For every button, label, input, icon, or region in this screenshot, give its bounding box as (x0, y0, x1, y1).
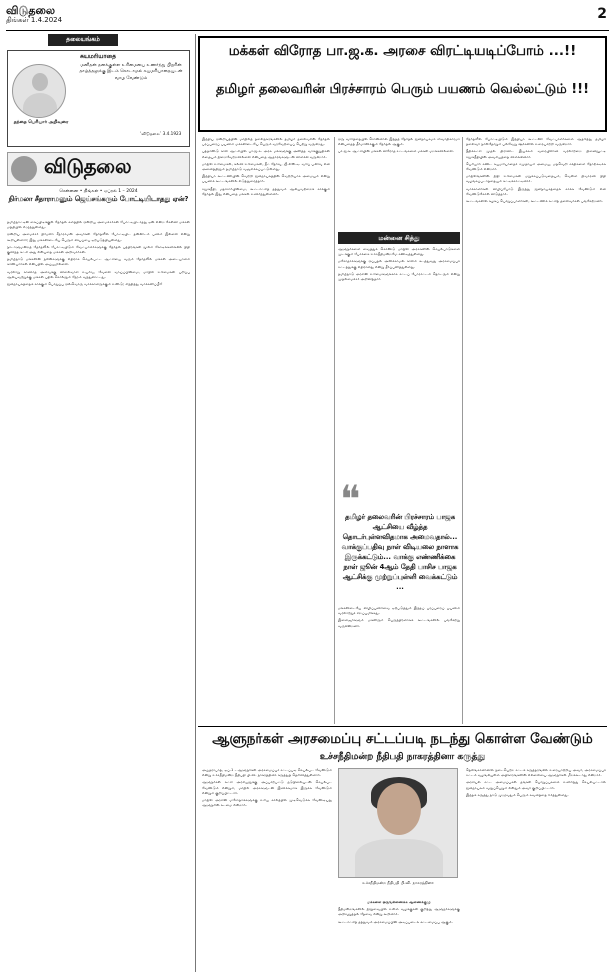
quote-title: சுயமரியாதை (80, 53, 117, 60)
editorial-headline: நிர்மலா சீதாராமனும் ஜெய்சங்கரும் போட்டியிடாதது ஏன்? (8, 195, 189, 203)
story-paragraph: ஆளுநர்களை வைத்துக் கொண்டு மாநில அரசுகளின் செயல்பாடுகளை முடக்கும் போக்கை உச்சநீதிமன்றமே கண்டித்துள்ளது. (338, 247, 460, 257)
editorial-paragraph: தமிழ்நாட்டின் கைப்பிடிக்குள் தேர்தல் களத்தில் ஒன்றிய அமைச்சர்கள் போட்டியிடாதது ஏன் என்ற கேள்வி மக்கள் மத்தியில் எழுந்துள்ளது. (7, 220, 190, 230)
masthead-rule (6, 30, 609, 31)
story-paragraph: ஒரு வார்த்தையில் சொன்னால் இந்தத் தேர்தல் ஜனநாயகமா சர்வாதிகாரமா என்பதைத் தீர்மானிக்கும் தேர்தல் ஆகும். (338, 137, 460, 147)
masthead-date: திங்கள் 1.4.2024 (6, 16, 63, 24)
quote-source: ‘விடுதலை’ 3.4.1923 (140, 131, 182, 136)
main-story-column-c (466, 137, 606, 724)
logo-subline: சென்னை • திங்கள் • ஏப்ரல் 1 – 2024 (59, 189, 138, 194)
column-divider (334, 137, 335, 724)
masthead-brand: விடுதலை (6, 4, 56, 17)
bottom-story-subheadline: உச்சநீதிமன்ற நீதிபதி நாகரத்தினா கருத்து (319, 752, 486, 762)
photo-body (355, 839, 443, 878)
story-paragraph: ஆளுநர்கள் கட்சி அரசியலுக்கு அப்பாற்பட்டு நடுநிலையுடன் செயல்பட வேண்டும் என்றும், மாநில அரசுகளுடன் இணக்கமாக இருக்க வேண்டும் என்றும் குறிப்பிட்டார். (202, 780, 332, 795)
story-paragraph: பத்தாண்டு கால ஆட்சியில் பா.ஜ.க. அரசு மக்களுக்கு அளித்த வாக்குறுதிகள் எதையும் நிறைவேற்றவில்லை என்பதை ஆதாரங்களுடன் விளக்கி வருகிறார். (202, 149, 330, 159)
story-paragraph: இந்தக் கருத்து நாடு முழுவதும் பெரும் கவனத்தை ஈர்த்துள்ளது. (466, 792, 569, 797)
story-paragraph: தேர்தலில் போட்டியிடும் இந்தியா கூட்டணி வேட்பாளர்களை ஆதரித்து தமிழர் தலைவர் நாள்தோறும் பல்வேறு ஊர்களில் உரையாற்றி வருகிறார். (466, 137, 606, 147)
quote-text: மனிதன் தனக்குள்ள உரிமையை உணர்ந்து பிறரின் தாழ்த்தலுக்கு இடம் கொடாமல் சுயமரியாதையுடன் வாழ வேண்டும் (79, 63, 183, 81)
main-story-column-b2 (338, 247, 460, 477)
logo-emblem-icon (11, 156, 37, 182)
bottom-story-column-1 (202, 768, 332, 968)
story-paragraph: இளைஞர்களும் மகளிரும் பெருந்திரளாகக் கூட்டங்களில் பங்கேற்று வருகின்றனர். (338, 618, 460, 628)
banner-headline: மக்கள் விரோத பா.ஜ.க. அரசை விரட்டியடிப்போம் ...!! (228, 43, 577, 59)
story-paragraph: பெரியார் கண்ட சுயமரியாதைச் சமுதாயம் அமைய, மதவெறி சக்திகளை தோற்கடிக்க வேண்டும் என்றார். (466, 161, 606, 172)
section-tag: மன்னை சித்து (338, 232, 460, 244)
portrait-caption: தந்தை பெரியார் அறிவுரை (13, 120, 69, 125)
story-paragraph: அய்தராபாத், ஏப்.1 – ஆளுநர்கள் அரசமைப்புச் சட்டப்படி செயல்பட வேண்டும் என்று உச்சநீதிமன்ற நீதிபதி பி.வி. நாகரத்தினா கருத்துத் தெரிவித்துள்ளார். (202, 768, 332, 778)
story-paragraph: நீதிமன்றங்களில் நிலுவையில் உள்ள வழக்குகள் குறித்து ஆளுநர்களுக்கு அறிவுறுத்தல் தேவை என்று கூறினார். (338, 907, 460, 917)
editorial-paragraph: நாடாளுமன்றத் தேர்தலில் போட்டியிடும் வேட்பாளர்களுக்கு தேர்தல் பத்திரங்கள் மூலம் கோடிக்கணக்கில் நிதி குவிந்த கட்சி அது என்பதை மக்கள் அறிவார்கள். (7, 244, 190, 255)
bottom-story-column-2 (338, 900, 460, 970)
judge-photo (338, 768, 458, 878)
pull-quote: தமிழர் தலைவரின் பிரச்சாரம் பாஜக ஆட்சியை வீழ்த்த தொடர்புள்ளவிதமாக அமைவதால்... வாக்குப்பதிவு நாள் விடியலை நாளாக இருக்கட்டும்... வாக்கு எண்ணிக்கை நாள் ஜூன் 4ஆம் தேதி பாசிச பாஜக ஆட்சிக்கு முற்றுப்புள்ளி வைக்கட்டும் ... (341, 513, 459, 591)
story-paragraph: இந்திய ஒன்றியத்தின் மாநிலத் தலைநகரங்களில் தமிழர் தலைவரின் தேர்தல் பரப்புரைப் பயணம் மக்களிடையே பெரும் வரவேற்பைப் பெற்று வருகிறது. (202, 137, 330, 147)
story-paragraph: வாக்காளர்கள் விழிப்போடு இருந்து ஜனநாயகத்தைக் காக்க வேண்டும் என வேண்டுகோள் விடுத்தார். (466, 186, 606, 196)
editorial-paragraph: ஒன்றிய அமைச்சர் நிர்மலா சீதாராமன் அவர்கள் தேர்தலில் போட்டியிட தன்னிடம் பணம் இல்லை என்று கூறியுள்ளார்; இது மக்களிடையே பெரும் வியப்பை ஏற்படுத்தியுள்ளது. (7, 232, 190, 242)
banner-subheadline: தமிழர் தலைவரின் பிரச்சாரம் பெரும் பயணம் வெல்லட்டும் !!! (215, 82, 590, 97)
story-paragraph: தெலங்கானாவில் நடைபெற்ற சட்டக் கருத்தரங்கில் உரையாற்றிய அவர், அரசமைப்புச் சட்டம் வழங்கியுள்ள அதிகாரங்களின் எல்லையை ஆளுநர்கள் மீறக்கூடாது என்றார். (466, 768, 606, 778)
story-paragraph: இந்தியா கூட்டணியின் வெற்றி ஜனநாயகத்தின் வெற்றியாக அமையும் என்று பயணக் கூட்டங்களில் எடுத்துரைத்தார். (202, 174, 330, 184)
bottom-story-headline: ஆளுநர்கள் அரசமைப்பு சட்டப்படி நடந்து கொள்ள வேண்டும் (212, 731, 593, 747)
editorial-paragraph: தமிழ்நாடு மக்களின் நலன்களுக்கு எதிராக செயல்பட்ட ஆட்சியை வரும் தேர்தலில் மக்கள் அடையாளம் காண்பார்கள் என்பதில் அய்யமில்லை. (7, 257, 190, 267)
bottom-story-column-3 (466, 768, 606, 968)
photo-caption: உச்சநீதிமன்ற நீதிபதி பி.வி. நாகரத்தினா (362, 880, 434, 885)
story-paragraph: மசோதாக்களுக்கு ஒப்புதல் அளிக்காமல் காலம் கடத்துவது அரசமைப்புச் சட்டத்துக்கு எதிரானது என்று தீர்ப்பளித்துள்ளது. (338, 259, 460, 269)
story-paragraph: சமூகநீதி, மதச்சார்பின்மை, கூட்டாட்சித் தத்துவம் ஆகியவற்றைக் காக்கும் தேர்தல் இது என்பதை மக்கள் உணர்ந்துள்ளனர். (202, 186, 330, 196)
editorial-body (7, 220, 190, 970)
story-paragraph: கூட்டாட்சித் தத்துவம் அரசமைப்பின் அடிப்படைக் கட்டமைப்பு ஆகும். (338, 919, 453, 924)
column-divider (462, 137, 463, 724)
portrait-image (12, 64, 66, 118)
story-paragraph: பா.ஜ.க. ஆட்சியின் மக்கள் விரோத சட்டங்களை மக்கள் மறக்கவில்லை. (338, 149, 455, 154)
story-paragraph: அரசியல் சட்ட அமைப்புகள் தங்கள் பொறுப்புகளை உணர்ந்து செயல்பட்டால் ஜனநாயகம் வலுப்பெறும் என்றும் அவர் குறிப்பிட்டார். (466, 780, 606, 790)
story-paragraph: மாநில அரசின் மசோதாக்களுக்கு உரிய காலத்தில் முடிவெடுக்க வேண்டியது ஆளுநரின் கடமை என்றார். (202, 798, 332, 808)
portrait-head (32, 73, 48, 91)
story-paragraph: மாநில உரிமைகள், கல்வி உரிமைகள், நீட் தேர்வு, ஜி.எஸ்.டி. வரிப் பகிர்வு என அனைத்திலும் தமிழ்நாடு வஞ்சிக்கப்பட்டுள்ளது. (202, 161, 330, 172)
story-paragraph: தமிழ்நாடு அரசின் உரிமைகளுக்காக சட்டப் போராட்டம் தொடரும் என்று முதலமைச்சர் அறிவித்தார். (338, 271, 460, 282)
logo-text: விடுதலை (44, 154, 132, 178)
logo-band (7, 152, 190, 186)
editorial-tag: தலையங்கம் (48, 34, 118, 46)
portrait-body (23, 93, 57, 118)
quote-mark-icon: ❝ (340, 477, 361, 521)
story-paragraph: கூட்டங்களில் கழகப் பொறுப்பாளர்கள், கூட்டணிக் கட்சித் தலைவர்கள் பங்கேற்றனர். (466, 199, 604, 204)
main-story-column-a (202, 137, 330, 724)
story-paragraph: நீதிக்கட்சி முதல் திராவிட இயக்கம் வரையிலான வரலாற்றை நினைவூட்டி சமூகநீதியின் அவசியத்தை விளக்கினார். (466, 149, 606, 159)
editorial-paragraph: ஜனநாயகத்தைக் காக்கும் பொறுப்பு ஒவ்வொரு வாக்காளருக்கும் உண்டு; சிந்தித்து வாக்களிப்பீர்! (7, 282, 163, 287)
story-paragraph: மாநிலங்களின் நிதி உரிமைகள் மறுக்கப்படுவதையும், வெள்ள நிவாரண நிதி வழங்கப்படாததையும் சுட்டிக்காட்டினார். (466, 174, 606, 184)
column-divider (195, 34, 196, 972)
section-divider (198, 726, 607, 727)
story-paragraph: மக்களிடையே விழிப்புணர்வை ஏற்படுத்தும் இந்தப் பரப்புரைப் பயணம் வரலாற்றுச் சிறப்புமிக்கது. (338, 606, 460, 616)
photo-face (377, 783, 421, 835)
main-story-column-b (338, 137, 460, 229)
page-number: 2 (597, 6, 607, 22)
subsection-title: மக்களை ஒருங்கிணைக்க ஆணைக்குழு (367, 900, 431, 904)
main-story-column-b3 (338, 606, 460, 724)
editorial-paragraph: வரலாறு காணாத அளவுக்கு விலைவாசி உயர்வு, வேலை வாய்ப்பின்மை, மாநில உரிமைகள் பறிப்பு ஆகியவற்றுக்கு மக்கள் பதில் சொல்லும் நேரம் வந்துவிட்டது. (7, 269, 190, 279)
